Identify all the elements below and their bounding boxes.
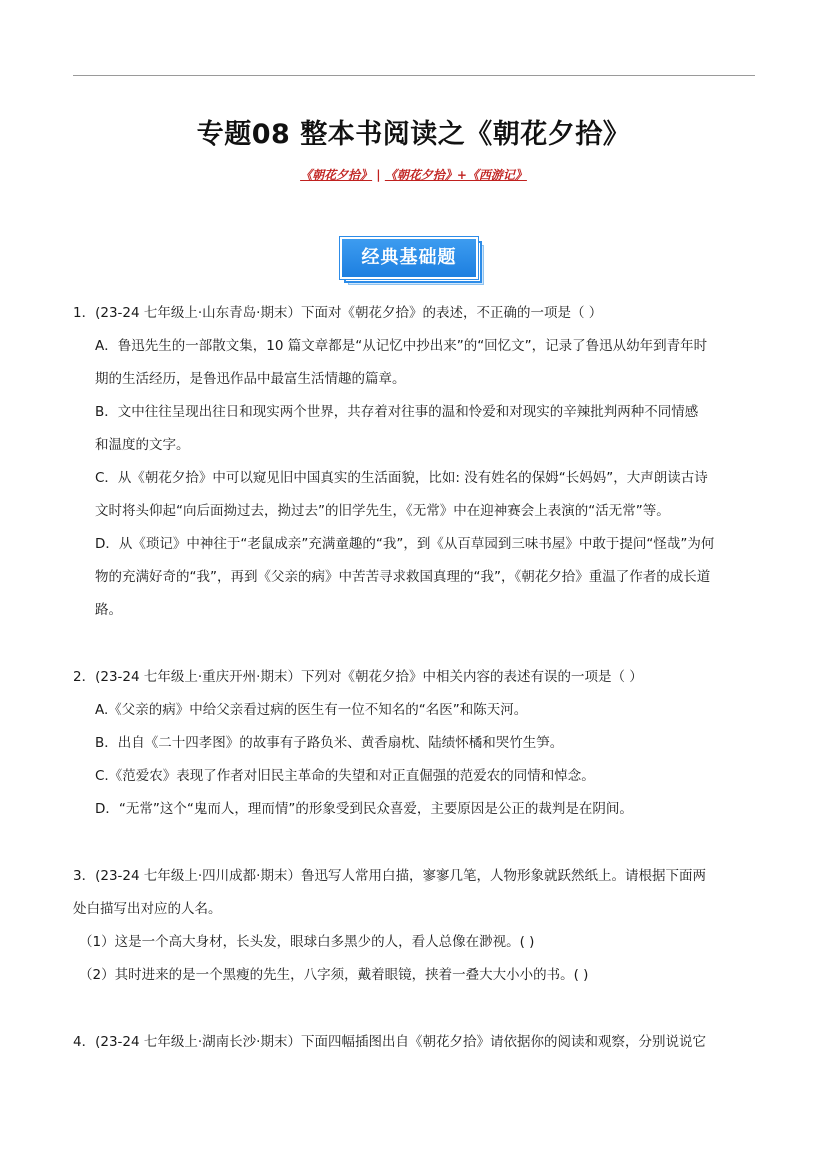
option-c: C．从《朝花夕拾》中可以窥见旧中国真实的生活面貌，比如: 没有姓名的保姆“长妈妈”，大声朗读古诗 (95, 470, 708, 486)
question-4 (73, 1026, 757, 1059)
subtitle-separator: | (372, 168, 385, 182)
option-a: A.《父亲的病》中给父亲看过病的医生有一位不知名的“名医”和陈天河。 (95, 702, 528, 718)
question-stem-cont: 处白描写出对应的人名。 (73, 901, 222, 917)
question-2 (73, 661, 757, 826)
question-stem: 1．(23-24 七年级上·山东青岛·期末）下面对《朝花夕拾》的表述，不正确的一项是（ ） (73, 305, 603, 321)
question-stem: 4．(23-24 七年级上·湖南长沙·期末）下面四幅插图出自《朝花夕拾》请依据你的阅读和观察，分别说说它 (73, 1034, 706, 1050)
question-1 (73, 297, 757, 627)
option-b: B．文中往往呈现出往日和现实两个世界，共存着对往事的温和怜爱和对现实的辛辣批判两种不同情感 (95, 404, 699, 420)
option-d-end: 路。 (95, 602, 122, 618)
option-d: D．从《琐记》中神往于“老鼠成亲”充满童趣的“我”，到《从百草园到三味书屋》中敢于提问“怪哉”为何 (95, 536, 715, 552)
option-d-cont: 物的充满好奇的“我”，再到《父亲的病》中苦苦寻求救国真理的“我”，《朝花夕拾》重温了作者的成长道 (95, 569, 711, 585)
top-rule (73, 75, 755, 76)
option-a-cont: 期的生活经历，是鲁迅作品中最富生活情趣的篇章。 (95, 371, 406, 387)
option-c: C.《范爱农》表现了作者对旧民主革命的失望和对正直倔强的范爱农的同情和悼念。 (95, 768, 595, 784)
page-title: 专题08 整本书阅读之《朝花夕拾》 (196, 119, 631, 150)
option-a: A．鲁迅先生的一部散文集，10 篇文章都是“从记忆中抄出来”的“回忆文”，记录了鲁迅从幼年到青年时 (95, 338, 708, 354)
sub-question-2: （2）其时进来的是一个黑瘦的先生，八字须，戴着眼镜，挟着一叠大大小小的书。( ) (79, 967, 589, 983)
question-stem: 2．(23-24 七年级上·重庆开州·期末）下列对《朝花夕拾》中相关内容的表述有误的一项是（ ） (73, 669, 643, 685)
option-b-cont: 和温度的文字。 (95, 437, 190, 453)
question-3 (73, 860, 757, 992)
option-b: B．出自《二十四孝图》的故事有子路负米、黄香扇枕、陆绩怀橘和哭竹生笋。 (95, 735, 564, 751)
option-d: D．“无常”这个“鬼而人，理而情”的形象受到民众喜爱，主要原因是公正的裁判是在阴间。 (95, 801, 633, 817)
subtitle (0, 166, 827, 183)
section-badge (340, 237, 490, 287)
question-stem: 3．(23-24 七年级上·四川成都·期末）鲁迅写人常用白描，寥寥几笔，人物形象就跃然纸上。请根据下面两 (73, 868, 706, 884)
subtitle-link-left[interactable]: 《朝花夕拾》 (300, 168, 373, 182)
sub-question-1: （1）这是一个高大身材，长头发，眼球白多黑少的人，看人总像在渺视。( ) (79, 934, 535, 950)
subtitle-link-right[interactable]: 《朝花夕拾》+《西游记》 (384, 168, 527, 182)
badge-label: 经典基础题 (340, 237, 478, 279)
option-c-cont: 文时将头仰起“向后面拗过去，拗过去”的旧学先生，《无常》中在迎神赛会上表演的“活无常”等。 (95, 503, 670, 519)
